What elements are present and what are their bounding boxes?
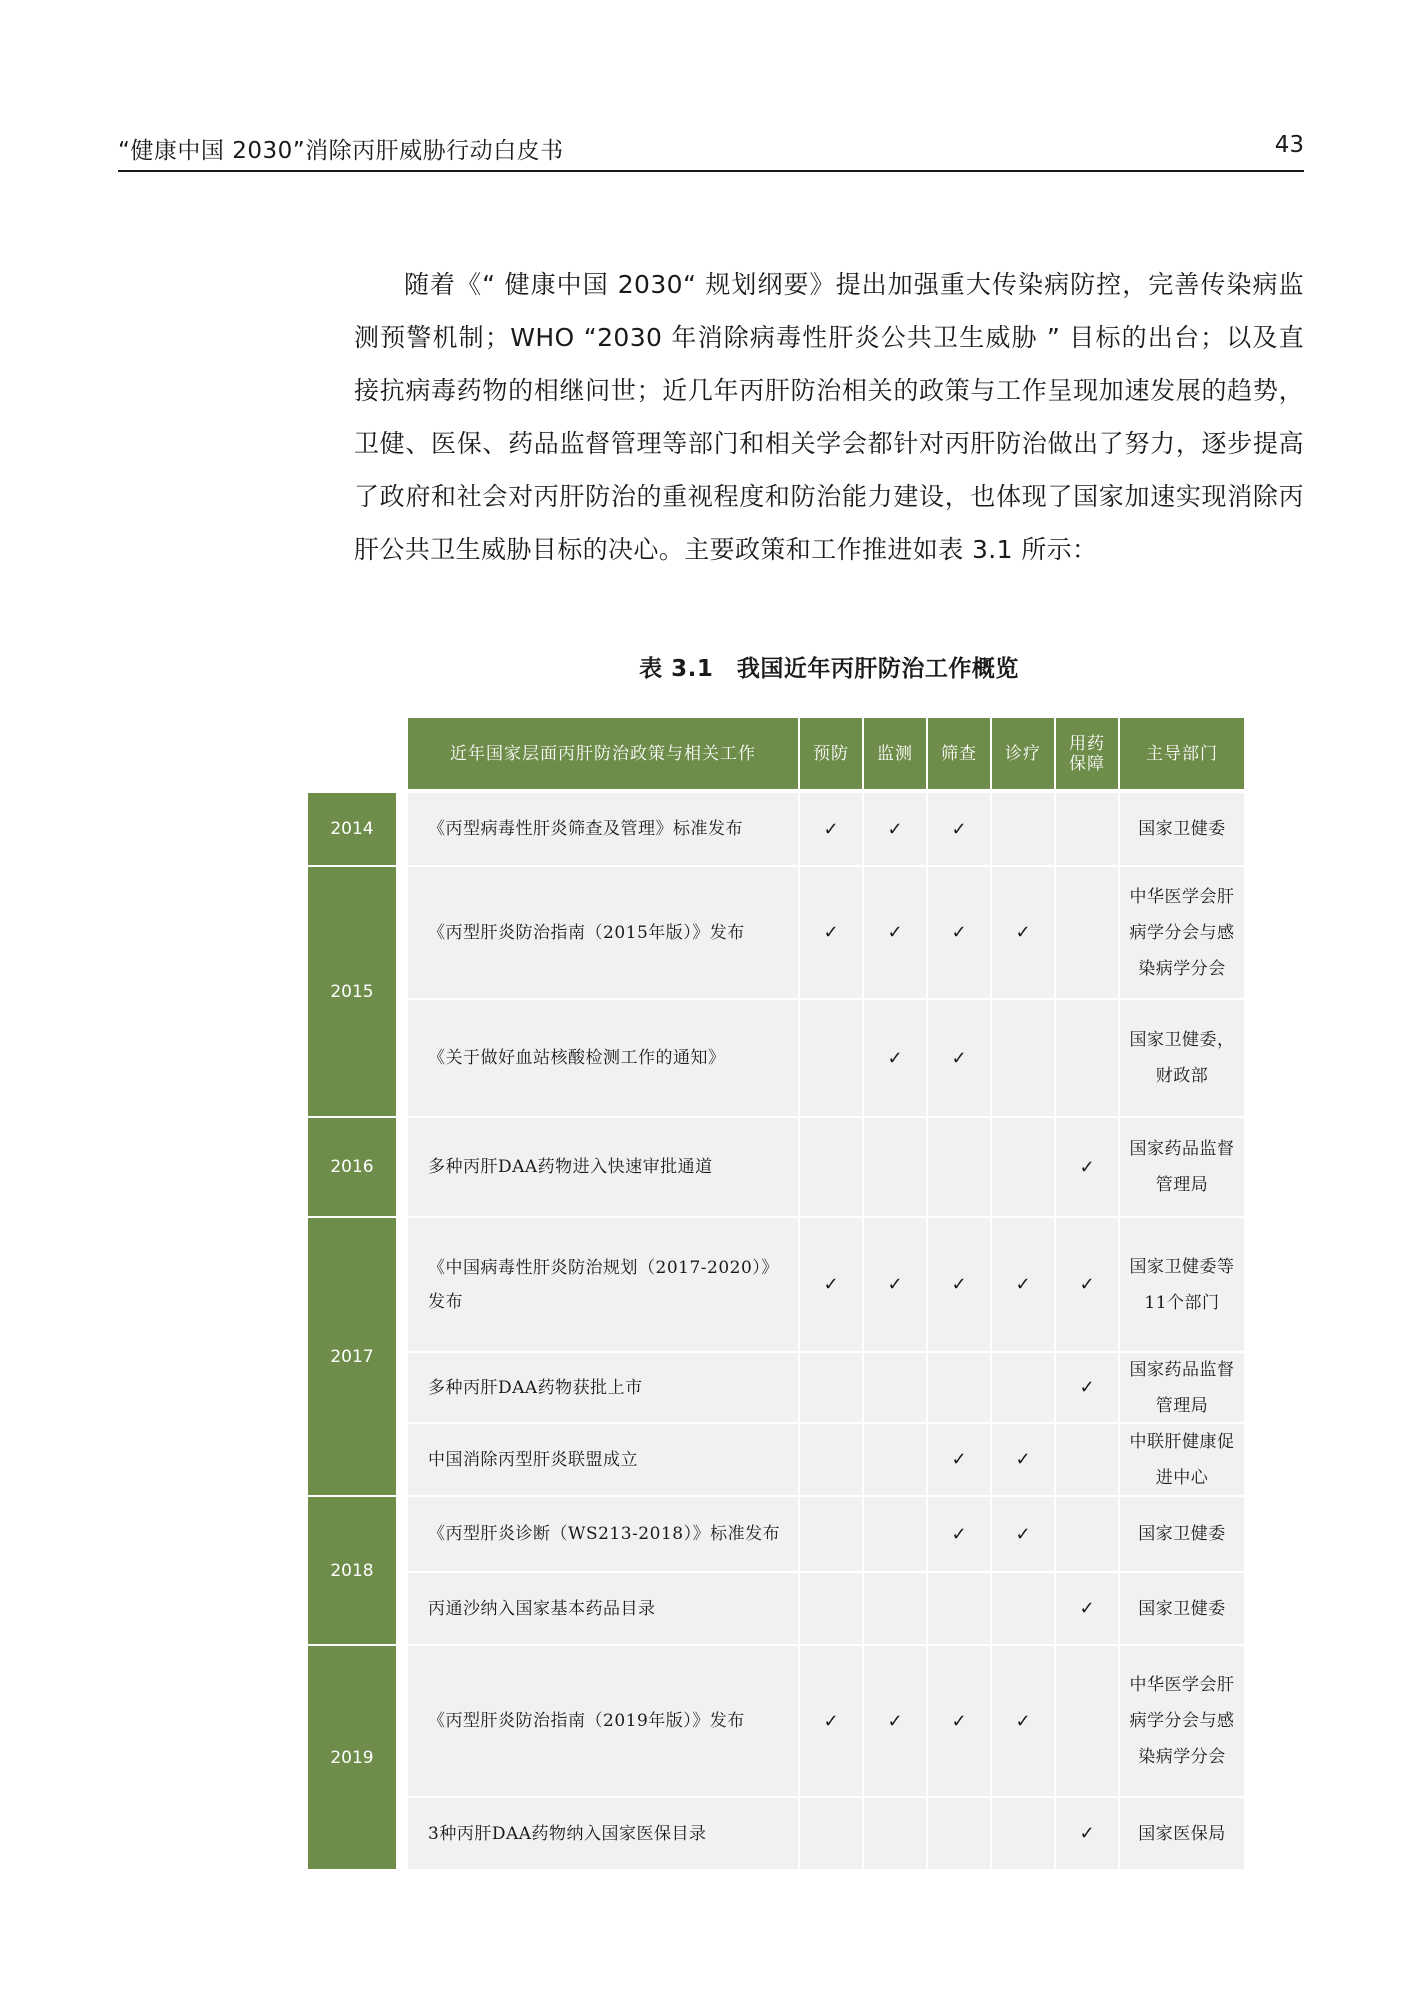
year-cell-2017: 2017: [308, 1218, 396, 1495]
year-cell-2015: 2015: [308, 867, 396, 1116]
table-caption: 表 3.1 我国近年丙肝防治工作概览: [639, 656, 1019, 682]
medication-check-cell: ✓: [1056, 1218, 1118, 1351]
prevention-check-cell: ✓: [800, 793, 862, 865]
screening-check-cell: [928, 1573, 990, 1644]
year-cell-2016: 2016: [308, 1118, 396, 1216]
treatment-check-cell: ✓: [992, 1497, 1054, 1571]
screening-check-cell: ✓: [928, 1646, 990, 1796]
policy-cell: 中国消除丙型肝炎联盟成立: [408, 1424, 798, 1495]
policy-cell: 《中国病毒性肝炎防治规划（2017-2020）》发布: [408, 1218, 798, 1351]
treatment-check-cell: [992, 793, 1054, 865]
treatment-check-cell: ✓: [992, 1424, 1054, 1495]
policy-cell: 《丙型肝炎诊断（WS213-2018）》标准发布: [408, 1497, 798, 1571]
monitoring-check-cell: ✓: [864, 1646, 926, 1796]
treatment-check-cell: [992, 1573, 1054, 1644]
header-prevention: 预防: [800, 718, 862, 789]
department-cell: 中华医学会肝病学分会与感染病学分会: [1120, 867, 1244, 998]
screening-check-cell: ✓: [928, 1424, 990, 1495]
monitoring-check-cell: [864, 1798, 926, 1869]
department-cell: 国家医保局: [1120, 1798, 1244, 1869]
prevention-check-cell: [800, 1000, 862, 1116]
prevention-check-cell: ✓: [800, 1218, 862, 1351]
department-cell: 国家卫健委，财政部: [1120, 1000, 1244, 1116]
policy-cell: 《丙型病毒性肝炎筛查及管理》标准发布: [408, 793, 798, 865]
monitoring-check-cell: ✓: [864, 793, 926, 865]
prevention-check-cell: ✓: [800, 867, 862, 998]
policy-cell: 3种丙肝DAA药物纳入国家医保目录: [408, 1798, 798, 1869]
medication-check-cell: ✓: [1056, 1353, 1118, 1422]
policy-cell: 《丙型肝炎防治指南（2015年版）》发布: [408, 867, 798, 998]
prevention-check-cell: [800, 1497, 862, 1571]
prevention-check-cell: [800, 1353, 862, 1422]
screening-check-cell: ✓: [928, 867, 990, 998]
medication-check-cell: [1056, 867, 1118, 998]
prevention-check-cell: [800, 1118, 862, 1216]
monitoring-check-cell: ✓: [864, 867, 926, 998]
monitoring-check-cell: [864, 1573, 926, 1644]
prevention-check-cell: [800, 1798, 862, 1869]
department-cell: 国家卫健委: [1120, 1497, 1244, 1571]
policy-cell: 《关于做好血站核酸检测工作的通知》: [408, 1000, 798, 1116]
treatment-check-cell: ✓: [992, 1218, 1054, 1351]
header-policy: 近年国家层面丙肝防治政策与相关工作: [408, 718, 798, 789]
treatment-check-cell: [992, 1000, 1054, 1116]
year-cell-2019: 2019: [308, 1646, 396, 1869]
screening-check-cell: ✓: [928, 793, 990, 865]
screening-check-cell: ✓: [928, 1000, 990, 1116]
department-cell: 中联肝健康促进中心: [1120, 1424, 1244, 1495]
policy-cell: 丙通沙纳入国家基本药品目录: [408, 1573, 798, 1644]
header-screening: 筛查: [928, 718, 990, 789]
prevention-check-cell: ✓: [800, 1646, 862, 1796]
medication-check-cell: ✓: [1056, 1118, 1118, 1216]
year-cell-2018: 2018: [308, 1497, 396, 1644]
screening-check-cell: [928, 1798, 990, 1869]
policy-table: [308, 718, 1302, 1886]
prevention-check-cell: [800, 1573, 862, 1644]
header-medication: 用药 保障: [1056, 718, 1118, 789]
department-cell: 国家药品监督管理局: [1120, 1118, 1244, 1216]
monitoring-check-cell: [864, 1424, 926, 1495]
screening-check-cell: ✓: [928, 1218, 990, 1351]
medication-check-cell: [1056, 1497, 1118, 1571]
year-cell-2014: 2014: [308, 793, 396, 865]
medication-check-cell: ✓: [1056, 1798, 1118, 1869]
treatment-check-cell: ✓: [992, 867, 1054, 998]
monitoring-check-cell: ✓: [864, 1218, 926, 1351]
policy-cell: 多种丙肝DAA药物获批上市: [408, 1353, 798, 1422]
monitoring-check-cell: [864, 1118, 926, 1216]
treatment-check-cell: [992, 1798, 1054, 1869]
department-cell: 国家药品监督管理局: [1120, 1353, 1244, 1422]
department-cell: 中华医学会肝病学分会与感染病学分会: [1120, 1646, 1244, 1796]
header-treatment: 诊疗: [992, 718, 1054, 789]
page-header: [118, 128, 1304, 172]
department-cell: 国家卫健委: [1120, 793, 1244, 865]
medication-check-cell: [1056, 1000, 1118, 1116]
page-number: 43: [1274, 132, 1304, 158]
header-monitoring: 监测: [864, 718, 926, 789]
monitoring-check-cell: ✓: [864, 1000, 926, 1116]
treatment-check-cell: [992, 1353, 1054, 1422]
header-department: 主导部门: [1120, 718, 1244, 789]
screening-check-cell: [928, 1353, 990, 1422]
screening-check-cell: [928, 1118, 990, 1216]
prevention-check-cell: [800, 1424, 862, 1495]
department-cell: 国家卫健委等11个部门: [1120, 1218, 1244, 1351]
treatment-check-cell: [992, 1118, 1054, 1216]
monitoring-check-cell: [864, 1497, 926, 1571]
screening-check-cell: ✓: [928, 1497, 990, 1571]
treatment-check-cell: ✓: [992, 1646, 1054, 1796]
policy-cell: 多种丙肝DAA药物进入快速审批通道: [408, 1118, 798, 1216]
medication-check-cell: [1056, 1646, 1118, 1796]
medication-check-cell: [1056, 1424, 1118, 1495]
medication-check-cell: [1056, 793, 1118, 865]
medication-check-cell: ✓: [1056, 1573, 1118, 1644]
header-title: “健康中国 2030”消除丙肝威胁行动白皮书: [118, 138, 564, 164]
policy-cell: 《丙型肝炎防治指南（2019年版）》发布: [408, 1646, 798, 1796]
department-cell: 国家卫健委: [1120, 1573, 1244, 1644]
monitoring-check-cell: [864, 1353, 926, 1422]
body-paragraph: 随着《“ 健康中国 2030“ 规划纲要》提出加强重大传染病防控，完善传染病监测预警机制；WHO “2030 年消除病毒性肝炎公共卫生威胁 ” 目标的出台；以及直接抗病毒药物的相继问世；近几年丙肝防治相关的政策与工作呈现加速发展的趋势，卫健、医保、药品监督管理等部门和相关学会都针对丙肝防治做出了努力，逐步提高了政府和社会对丙肝防治的重视程度和防治能力建设，也体现了国家加速实现消除丙肝公共卫生威胁目标的决心。主要政策和工作推进如表 3.1 所示：: [354, 270, 1304, 564]
